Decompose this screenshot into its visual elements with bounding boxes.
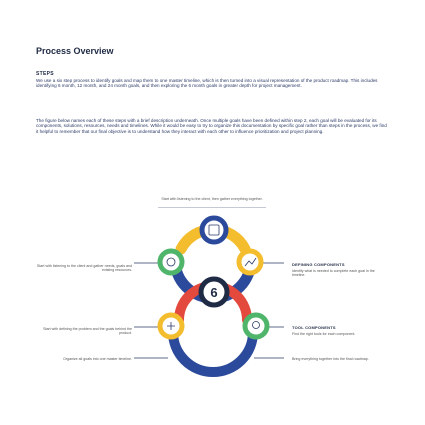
lower-ring-blue-arc bbox=[173, 332, 253, 372]
callout-left-1 bbox=[36, 262, 132, 273]
step-circle-2 bbox=[160, 251, 182, 273]
callout-right-2 bbox=[292, 325, 388, 336]
callout-body: Bring everything together into the final roadmap. bbox=[292, 357, 369, 361]
page-title: Process Overview bbox=[36, 46, 114, 56]
section-label: STEPS bbox=[36, 71, 54, 77]
callout-title: TOOL COMPONENTS bbox=[292, 325, 336, 330]
callout-body: Start with defining the problem and the goals behind the product. bbox=[43, 327, 132, 336]
callout-body: Find the right tools for each component. bbox=[292, 332, 356, 336]
callout-body: Start with listening to the client and gather needs, goals and existing resources. bbox=[36, 264, 132, 273]
callout-left-3 bbox=[36, 355, 132, 361]
intro-paragraph: We use a six step process to identify goals and map them to one master timeline, which is then turned into a visual representation of the product roadmap. This includes identifying 6 month, 12 month, and 24 month goals, and then exploring the 6 month goals in greater depth for project management. bbox=[36, 78, 378, 89]
callout-right-3 bbox=[292, 355, 388, 361]
diagram-caption: Start with listening to the client, then gather everything together. bbox=[161, 197, 263, 201]
callout-body: Organize all goals into one master timeline. bbox=[63, 357, 132, 361]
callout-left-2 bbox=[36, 325, 132, 336]
step-circle-5 bbox=[245, 315, 267, 337]
callout-body: Identify what is needed to complete each goal in the timeline. bbox=[292, 269, 375, 278]
callout-title: DEFINING COMPONENTS bbox=[292, 262, 345, 267]
callout-right-1 bbox=[292, 262, 388, 278]
description-paragraph: The figure below names each of these steps with a brief description underneath. Once multiple goals have been defined within step 2, each goal will be evaluated for its components, solutions, resources, needs and timelines. While it would be easy to try to organize this documentation by specific goal rather than steps in the process, we find it helpful to remember that our final objective is to understand how they interact with each other to influence prioritization and project planning. bbox=[36, 118, 387, 134]
step-circle-1 bbox=[202, 218, 226, 242]
center-step-number: 6 bbox=[210, 285, 218, 300]
